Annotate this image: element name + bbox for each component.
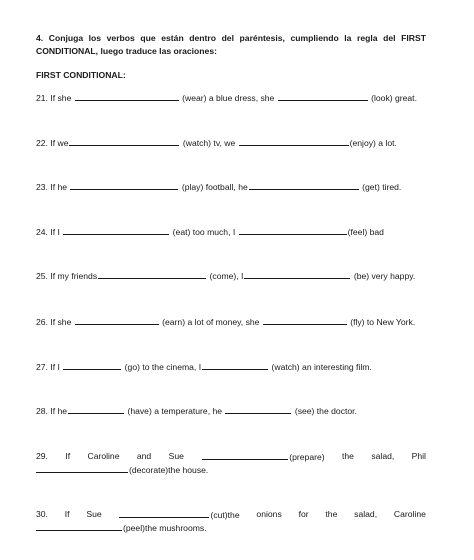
sentence-word: Phil xyxy=(411,451,426,461)
exercise-30-line-2 xyxy=(36,522,207,533)
instr-word: dentro xyxy=(189,33,216,43)
instructions-line-2: CONDITIONAL, luego traduce las oraciones: xyxy=(36,46,217,56)
sentence-word: Sue xyxy=(86,509,102,519)
sentence-word: 30. xyxy=(36,509,48,519)
sentence-start: 24. If I xyxy=(36,227,60,237)
sentence-middle: (wear) a blue dress, she xyxy=(182,93,275,103)
instr-word: están xyxy=(161,33,184,43)
exercise-26 xyxy=(36,316,415,327)
sentence-middle: (go) to the cinema, I xyxy=(124,362,202,372)
answer-blank[interactable] xyxy=(239,137,349,146)
sentence-end: (decorate)the house. xyxy=(129,465,209,475)
sentence-middle: (eat) too much, I xyxy=(172,227,236,237)
exercise-22 xyxy=(36,137,397,148)
answer-blank[interactable] xyxy=(202,451,288,460)
exercise-28 xyxy=(36,405,357,416)
answer-blank[interactable] xyxy=(63,226,169,235)
sentence-middle: (have) a temperature, he xyxy=(127,406,223,416)
answer-blank[interactable] xyxy=(36,464,128,473)
exercise-23 xyxy=(36,181,401,192)
answer-blank[interactable] xyxy=(225,405,291,414)
sentence-word: Caroline xyxy=(87,451,120,461)
instr-word: Conjuga xyxy=(48,33,84,43)
sentence-middle: (earn) a lot of money, she xyxy=(162,317,260,327)
answer-blank[interactable] xyxy=(244,270,350,279)
sentence-word: and xyxy=(136,451,152,461)
sentence-end: (be) very happy. xyxy=(353,271,416,281)
sentence-blank-group xyxy=(118,509,239,520)
answer-blank[interactable] xyxy=(36,522,122,531)
sentence-word: If xyxy=(64,509,70,519)
answer-blank[interactable] xyxy=(98,270,206,279)
sentence-end: (get) tired. xyxy=(362,182,402,192)
instr-word: 4. xyxy=(36,33,44,43)
instr-word: paréntesis, xyxy=(239,33,285,43)
sentence-word: Sue xyxy=(168,451,184,461)
sentence-end: (peel)the mushrooms. xyxy=(123,523,207,533)
answer-blank[interactable] xyxy=(75,316,159,325)
instructions-line-1 xyxy=(36,33,426,43)
answer-blank[interactable] xyxy=(75,92,179,101)
instr-word: la xyxy=(344,33,352,43)
answer-blank[interactable] xyxy=(263,316,347,325)
sentence-start: 27. If I xyxy=(36,362,60,372)
instr-word: verbos xyxy=(106,33,135,43)
answer-blank[interactable] xyxy=(69,137,179,146)
sentence-middle: (watch) tv, we xyxy=(182,138,236,148)
sentence-end: (look) great. xyxy=(371,93,417,103)
answer-blank[interactable] xyxy=(239,226,347,235)
instr-word: del xyxy=(383,33,396,43)
sentence-start: 28. If he xyxy=(36,406,68,416)
sentence-word: If xyxy=(65,451,71,461)
exercise-25 xyxy=(36,270,415,281)
sentence-word: (prepare) xyxy=(289,452,325,462)
exercise-27 xyxy=(36,361,372,372)
sentence-middle: (play) football, he xyxy=(181,182,248,192)
sentence-blank-group xyxy=(201,451,324,462)
sentence-word: the xyxy=(325,509,338,519)
sentence-end: (fly) to New York. xyxy=(350,317,416,327)
sentence-start: 25. If my friends xyxy=(36,271,98,281)
answer-blank[interactable] xyxy=(249,181,359,190)
sentence-word: for xyxy=(298,509,309,519)
exercise-29-line-2 xyxy=(36,464,208,475)
instr-word: los xyxy=(88,33,102,43)
answer-blank[interactable] xyxy=(63,361,121,370)
sentence-end: (see) the doctor. xyxy=(294,406,357,416)
sentence-word: salad, xyxy=(354,509,378,519)
sentence-word: Caroline xyxy=(393,509,426,519)
answer-blank[interactable] xyxy=(202,361,268,370)
instr-word: cumpliendo xyxy=(290,33,339,43)
answer-blank[interactable] xyxy=(119,509,209,518)
exercise-21 xyxy=(36,92,417,103)
instr-word: regla xyxy=(357,33,378,43)
instr-word: FIRST xyxy=(401,33,426,43)
exercise-30-line-1 xyxy=(36,509,426,520)
answer-blank[interactable] xyxy=(278,92,368,101)
sentence-start: 22. If we xyxy=(36,138,69,148)
sentence-end: (feel) bad xyxy=(347,227,384,237)
sentence-start: 23. If he xyxy=(36,182,68,192)
sentence-middle: (come), I xyxy=(209,271,244,281)
answer-blank[interactable] xyxy=(68,405,124,414)
sentence-start: 26. If she xyxy=(36,317,72,327)
section-title: FIRST CONDITIONAL: xyxy=(36,70,126,80)
sentence-word: (cut)the xyxy=(210,510,240,520)
sentence-start: 21. If she xyxy=(36,93,72,103)
answer-blank[interactable] xyxy=(70,181,178,190)
instr-word: del xyxy=(221,33,234,43)
sentence-word: 29. xyxy=(36,451,48,461)
exercise-29-line-1 xyxy=(36,451,426,462)
sentence-end: (watch) an interesting film. xyxy=(271,362,372,372)
sentence-word: onions xyxy=(256,509,282,519)
sentence-word: the xyxy=(342,451,354,461)
instr-word: que xyxy=(140,33,156,43)
sentence-word: salad, xyxy=(371,451,395,461)
sentence-end: (enjoy) a lot. xyxy=(349,138,397,148)
exercise-24 xyxy=(36,226,384,237)
